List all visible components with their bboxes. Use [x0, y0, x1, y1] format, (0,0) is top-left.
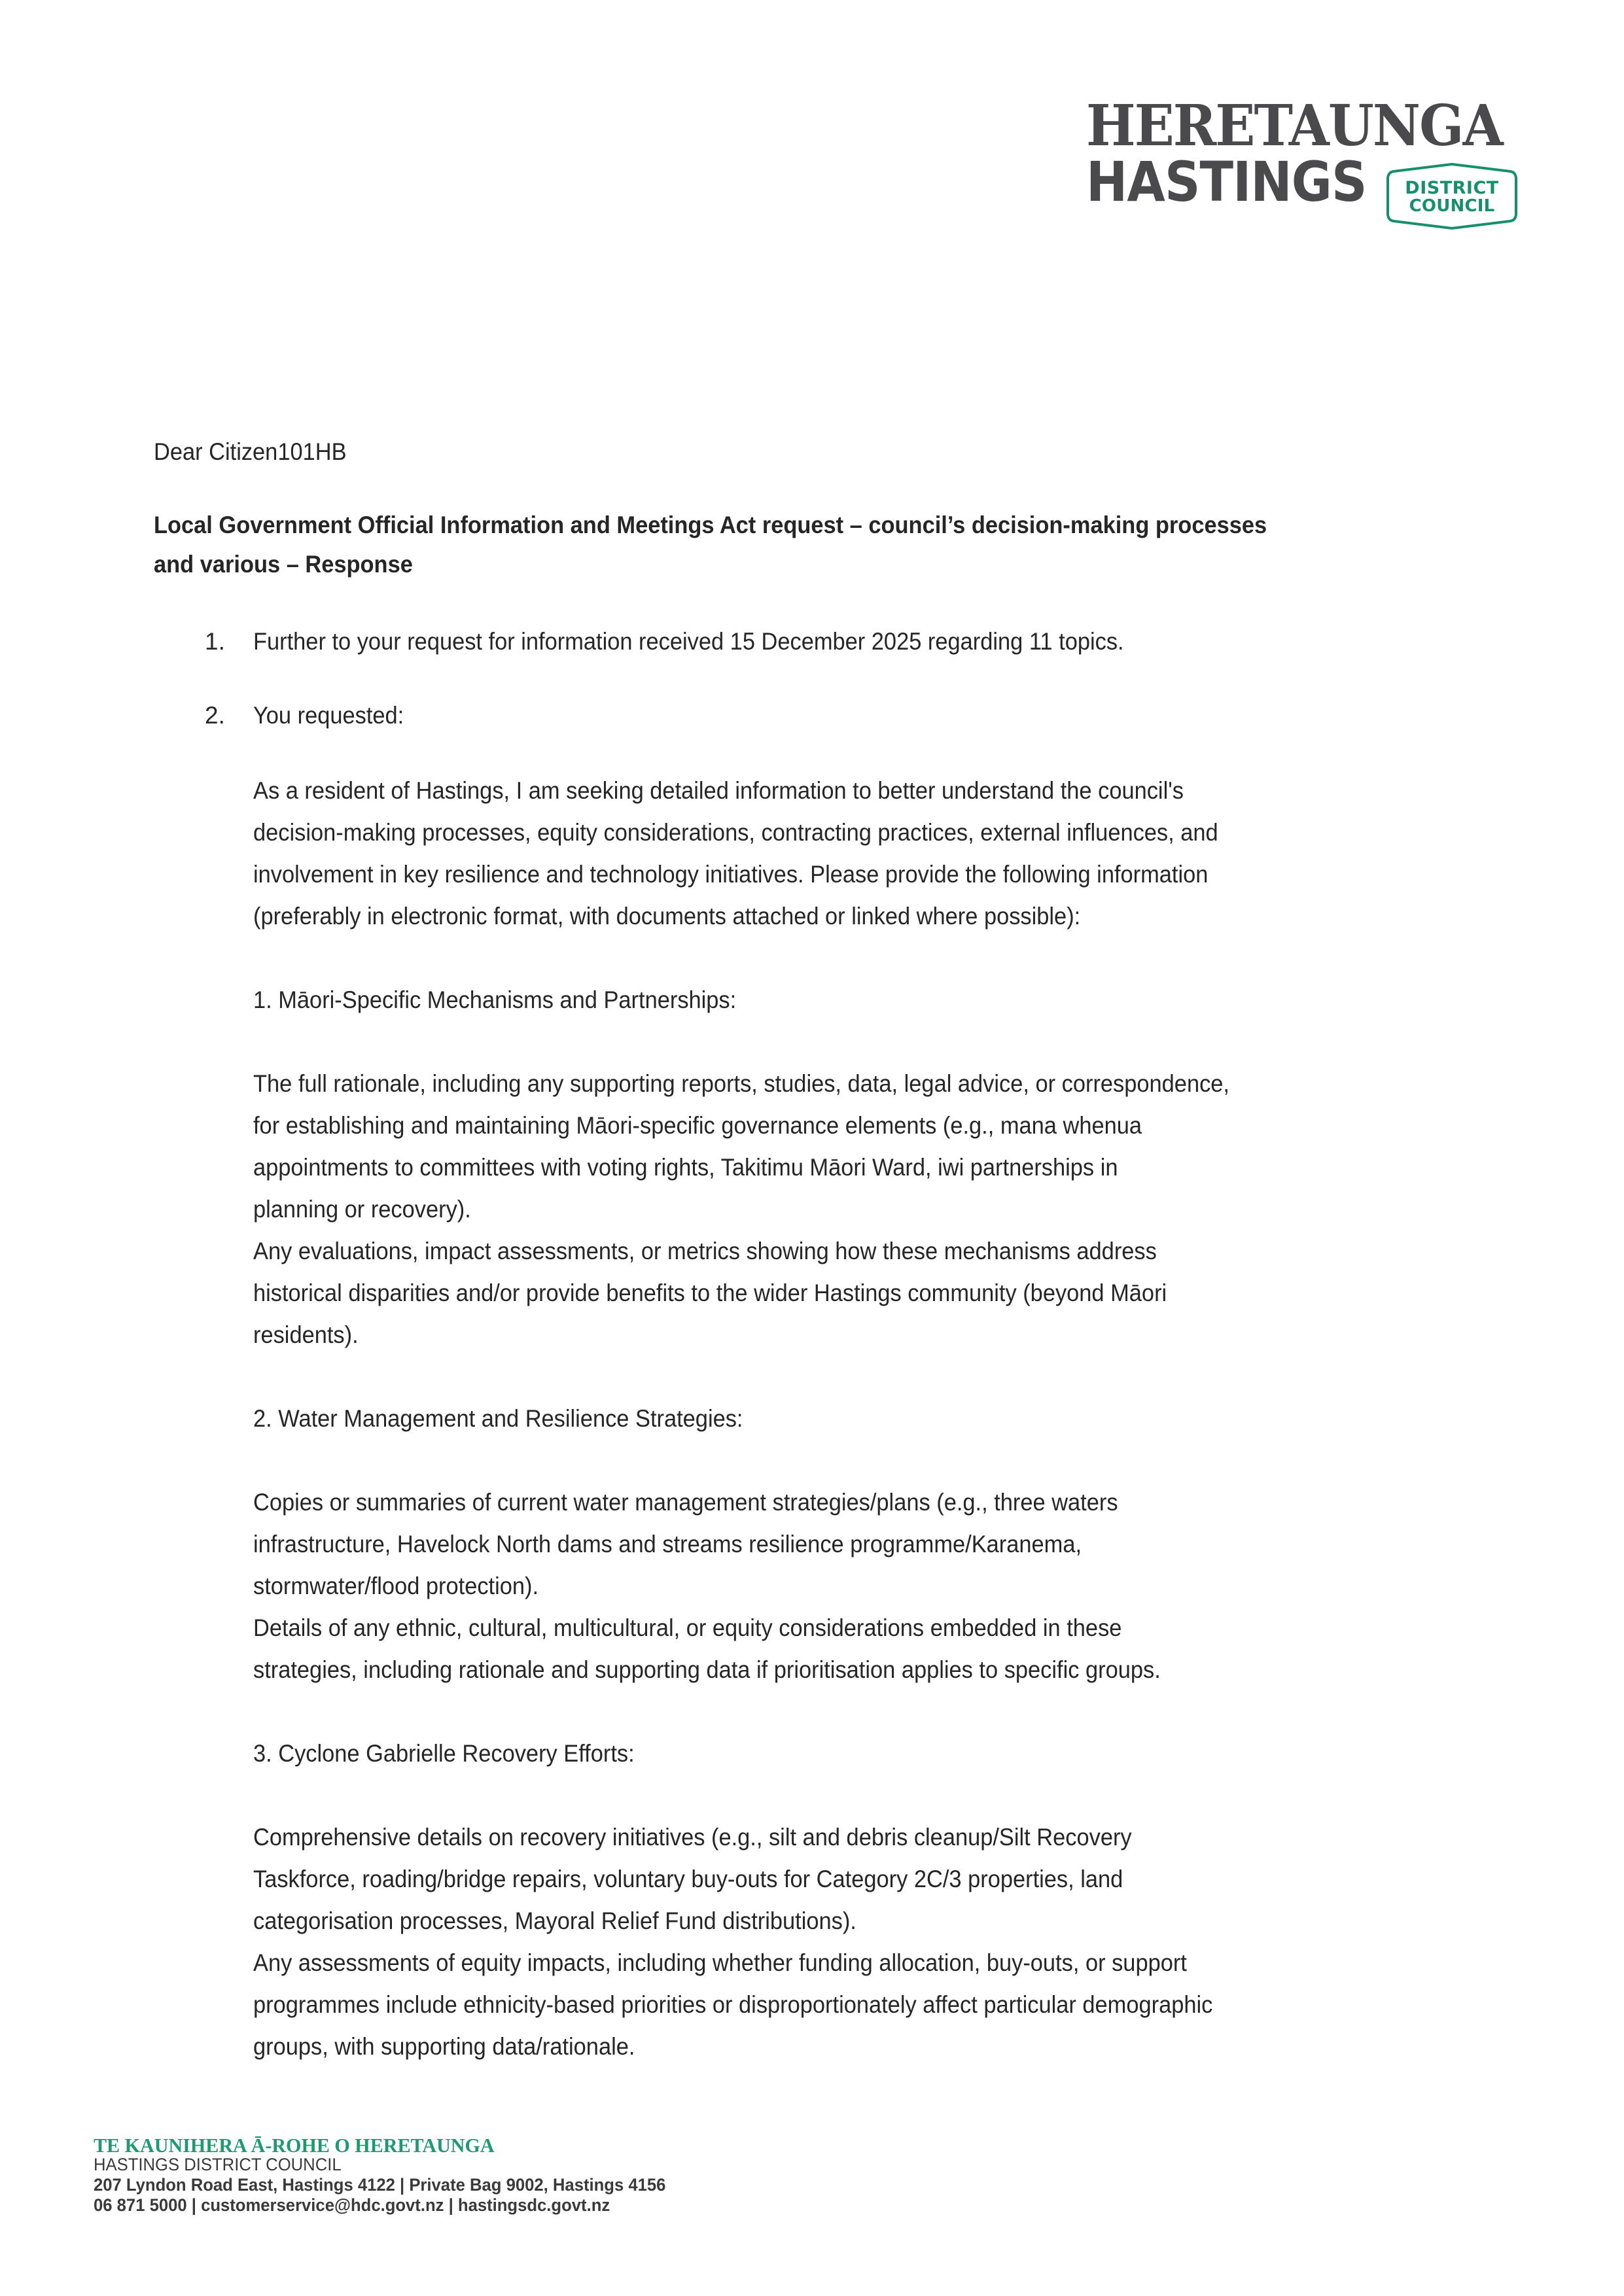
topic-2-line: strategies, including rationale and supporting data if prioritisation applies to specific groups. — [253, 1656, 1161, 1683]
request-intro-line: involvement in key resilience and technology initiatives. Please provide the following information — [253, 861, 1209, 888]
footer-contact: 06 871 5000 | customerservice@hdc.govt.nz | hastingsdc.govt.nz — [94, 2195, 610, 2215]
district-council-badge-icon — [1381, 162, 1523, 230]
topic-2-line: infrastructure, Havelock North dams and streams resilience programme/Karanema, — [253, 1531, 1082, 1557]
footer-address: 207 Lyndon Road East, Hastings 4122 | Private Bag 9002, Hastings 4156 — [94, 2175, 666, 2195]
topic-1-line: Any evaluations, impact assessments, or metrics showing how these mechanisms address — [253, 1238, 1157, 1264]
subject-line-2: and various – Response — [154, 551, 413, 578]
topic-2-heading: 2. Water Management and Resilience Strategies: — [253, 1405, 743, 1432]
topic-1-line: residents). — [253, 1321, 359, 1348]
topic-1-line: historical disparities and/or provide benefits to the wider Hastings community (beyond Māori — [253, 1279, 1167, 1306]
council-logo — [1086, 93, 1531, 216]
topic-1-line: for establishing and maintaining Māori-specific governance elements (e.g., mana whenua — [253, 1112, 1142, 1139]
topic-1-line: appointments to committees with voting rights, Takitimu Māori Ward, iwi partnerships in — [253, 1154, 1118, 1181]
logo-hastings: HASTINGS — [1086, 150, 1367, 214]
topic-3-line: groups, with supporting data/rationale. — [253, 2033, 635, 2060]
badge-district: DISTRICT — [1405, 178, 1499, 198]
topic-1-line: planning or recovery). — [253, 1196, 471, 1223]
logo-heretaunga: HERETAUNGA — [1086, 93, 1502, 159]
topic-2-line: stormwater/flood protection). — [253, 1573, 539, 1599]
item-1-number: 1. — [205, 628, 225, 655]
request-intro-line: (preferably in electronic format, with documents attached or linked where possible): — [253, 903, 1081, 930]
topic-3-line: Comprehensive details on recovery initiatives (e.g., silt and debris cleanup/Silt Recovery — [253, 1824, 1132, 1851]
topic-2-line: Copies or summaries of current water management strategies/plans (e.g., three waters — [253, 1489, 1118, 1516]
topic-3-line: programmes include ethnicity-based priorities or disproportionately affect particular demographic — [253, 1991, 1213, 2018]
subject-line-1: Local Government Official Information and Meetings Act request – council’s decision-making processes — [154, 512, 1267, 538]
item-2-number: 2. — [205, 702, 225, 729]
footer-maori-name: TE KAUNIHERA Ā-ROHE O HERETAUNGA — [94, 2134, 495, 2157]
request-intro-line: decision-making processes, equity considerations, contracting practices, external influences, and — [253, 819, 1218, 846]
topic-1-heading: 1. Māori-Specific Mechanisms and Partnerships: — [253, 986, 737, 1013]
topic-3-heading: 3. Cyclone Gabrielle Recovery Efforts: — [253, 1740, 635, 1767]
item-2-text: You requested: — [253, 702, 404, 729]
salutation: Dear Citizen101HB — [154, 438, 347, 465]
item-1-text: Further to your request for information received 15 December 2025 regarding 11 topics. — [253, 628, 1124, 655]
topic-3-line: Taskforce, roading/bridge repairs, voluntary buy-outs for Category 2C/3 properties, land — [253, 1866, 1123, 1892]
request-intro-line: As a resident of Hastings, I am seeking detailed information to better understand the council's — [253, 777, 1184, 804]
topic-3-line: Any assessments of equity impacts, including whether funding allocation, buy-outs, or support — [253, 1949, 1187, 1976]
topic-1-line: The full rationale, including any supporting reports, studies, data, legal advice, or correspondence, — [253, 1070, 1229, 1097]
topic-3-line: categorisation processes, Mayoral Relief Fund distributions). — [253, 1907, 856, 1934]
topic-2-line: Details of any ethnic, cultural, multicultural, or equity considerations embedded in these — [253, 1614, 1122, 1641]
footer-council-name: HASTINGS DISTRICT COUNCIL — [94, 2155, 342, 2174]
badge-council: COUNCIL — [1409, 196, 1495, 216]
